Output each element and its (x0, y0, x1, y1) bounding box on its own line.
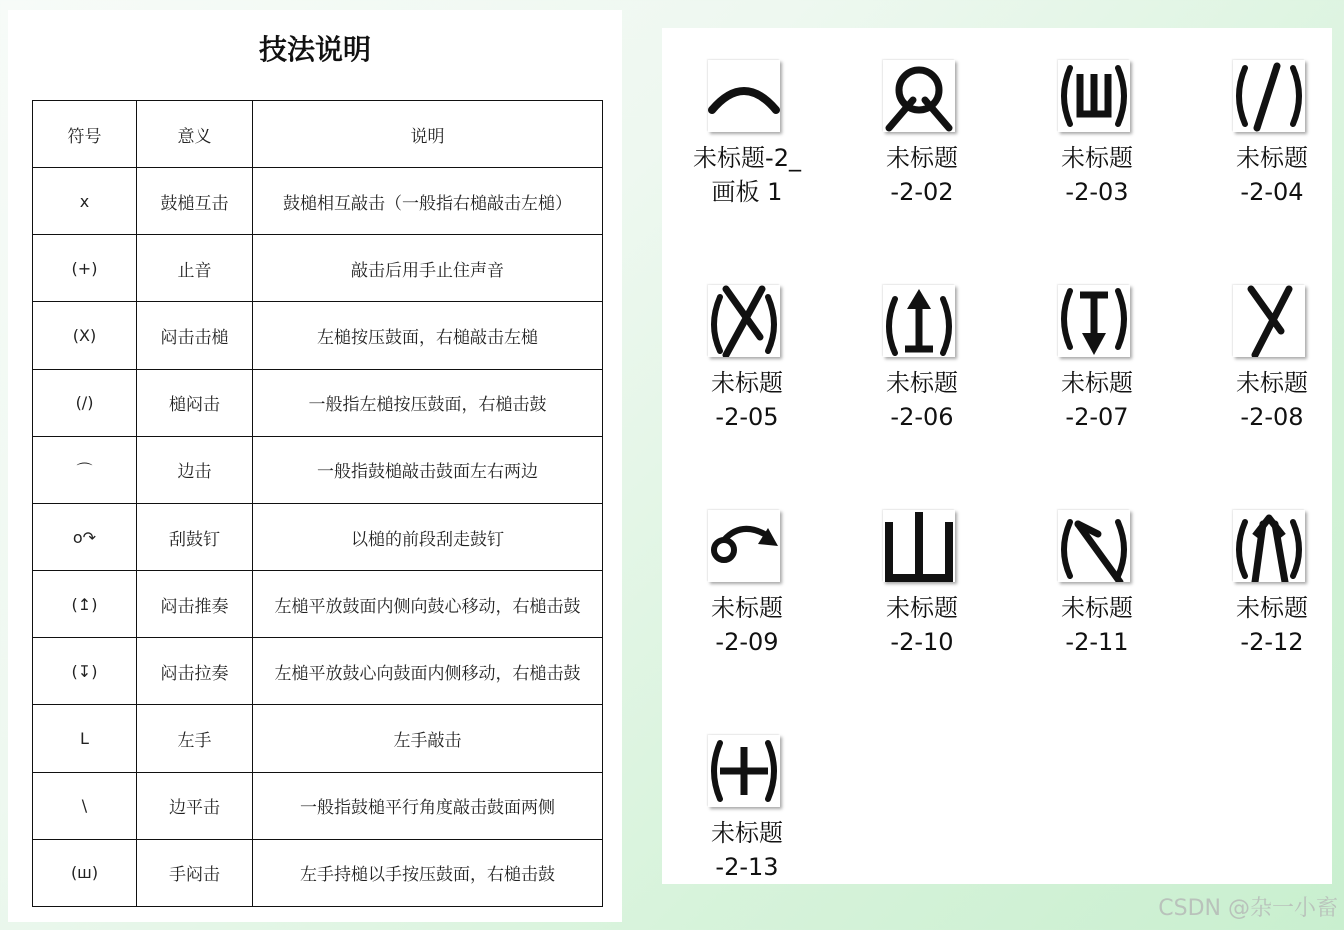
table-row (33, 235, 603, 302)
paren-up-arrow-icon (883, 285, 955, 357)
header-symbol: 符号 (33, 101, 137, 168)
paren-slash-icon (1233, 60, 1305, 132)
file-name-line2: -2-12 (1240, 628, 1304, 656)
symbol-cell: (ш) (33, 839, 137, 906)
meaning-cell: 闷击击槌 (137, 302, 253, 369)
file-name-line2: -2-13 (715, 853, 779, 881)
file-name-line2: 画板 1 (711, 178, 783, 206)
file-name-line1: 未标题 (711, 369, 783, 397)
table-row (33, 503, 603, 570)
paren-down-arrow-icon (1058, 285, 1130, 357)
table-row (33, 705, 603, 772)
file-name-line1: 未标题 (1236, 594, 1308, 622)
file-name-line1: 未标题-2_ (693, 144, 801, 172)
paren-backslash-icon (1058, 510, 1130, 582)
file-name-line2: -2-04 (1240, 178, 1304, 206)
paren-sha-icon (1058, 60, 1130, 132)
symbol-cell: ⌒ (33, 436, 137, 503)
meaning-cell: 手闷击 (137, 839, 253, 906)
file-name-line1: 未标题 (1061, 144, 1133, 172)
description-cell: 左手敲击 (253, 705, 603, 772)
x-mark-icon (1233, 285, 1305, 357)
description-cell: 一般指左槌按压鼓面，右槌击鼓 (253, 369, 603, 436)
symbol-cell: (↥) (33, 571, 137, 638)
technique-document (8, 10, 622, 922)
file-name-line2: -2-03 (1065, 178, 1129, 206)
meaning-cell: 槌闷击 (137, 369, 253, 436)
file-name-line2: -2-02 (890, 178, 954, 206)
paren-plus-icon (708, 735, 780, 807)
circle-curve-arrow-icon (708, 510, 780, 582)
symbol-cell: \ (33, 772, 137, 839)
table-row (33, 571, 603, 638)
meaning-cell: 刮鼓钉 (137, 503, 253, 570)
table-row (33, 369, 603, 436)
meaning-cell: 止音 (137, 235, 253, 302)
meaning-cell: 边击 (137, 436, 253, 503)
paren-double-arrow-icon (1233, 510, 1305, 582)
file-name-line2: -2-07 (1065, 403, 1129, 431)
file-name-line2: -2-11 (1065, 628, 1129, 656)
file-name-line2: -2-09 (715, 628, 779, 656)
table-row (33, 168, 603, 235)
description-cell: 一般指鼓槌敲击鼓面左右两边 (253, 436, 603, 503)
meaning-cell: 闷击推奏 (137, 571, 253, 638)
meaning-cell: 左手 (137, 705, 253, 772)
watermark: CSDN @杂一小畜 (1158, 896, 1338, 921)
description-cell: 鼓槌相互敲击（一般指右槌敲击左槌） (253, 168, 603, 235)
file-name-line2: -2-08 (1240, 403, 1304, 431)
file-name-line1: 未标题 (886, 369, 958, 397)
description-cell: 左手持槌以手按压鼓面，右槌击鼓 (253, 839, 603, 906)
document-title: 技法说明 (258, 33, 371, 66)
table-row (33, 772, 603, 839)
description-cell: 左槌平放鼓面内侧向鼓心移动，右槌击鼓 (253, 571, 603, 638)
file-name-line1: 未标题 (886, 144, 958, 172)
file-name-line1: 未标题 (711, 819, 783, 847)
description-cell: 左槌平放鼓心向鼓面内侧移动，右槌击鼓 (253, 638, 603, 705)
description-cell: 以槌的前段刮走鼓钉 (253, 503, 603, 570)
symbol-cell: o↷ (33, 503, 137, 570)
paren-x-icon (708, 285, 780, 357)
table-row (33, 436, 603, 503)
symbol-cell: (/) (33, 369, 137, 436)
file-name-line1: 未标题 (1236, 144, 1308, 172)
table-row (33, 839, 603, 906)
file-name-line1: 未标题 (886, 594, 958, 622)
symbol-cell: x (33, 168, 137, 235)
shan-icon (883, 510, 955, 582)
symbol-cell: (+) (33, 235, 137, 302)
meaning-cell: 闷击拉奏 (137, 638, 253, 705)
description-cell: 左槌按压鼓面，右槌敲击左槌 (253, 302, 603, 369)
symbol-cell: (X) (33, 302, 137, 369)
meaning-cell: 鼓槌互击 (137, 168, 253, 235)
table-header-row (33, 101, 603, 168)
meaning-cell: 边平击 (137, 772, 253, 839)
description-cell: 敲击后用手止住声音 (253, 235, 603, 302)
symbol-cell: L (33, 705, 137, 772)
description-cell: 一般指鼓槌平行角度敲击鼓面两侧 (253, 772, 603, 839)
arc-icon (708, 60, 780, 132)
file-name-line1: 未标题 (1236, 369, 1308, 397)
table-row (33, 302, 603, 369)
technique-table (32, 100, 603, 907)
file-name-line2: -2-06 (890, 403, 954, 431)
symbol-cell: (↧) (33, 638, 137, 705)
header-meaning: 意义 (137, 101, 253, 168)
file-name-line1: 未标题 (1061, 369, 1133, 397)
file-name-line1: 未标题 (711, 594, 783, 622)
file-name-line1: 未标题 (1061, 594, 1133, 622)
table-row (33, 638, 603, 705)
header-description: 说明 (253, 101, 603, 168)
icon-file-panel (662, 28, 1332, 884)
file-name-line2: -2-10 (890, 628, 954, 656)
ring-cross-icon (883, 60, 955, 132)
file-name-line2: -2-05 (715, 403, 779, 431)
